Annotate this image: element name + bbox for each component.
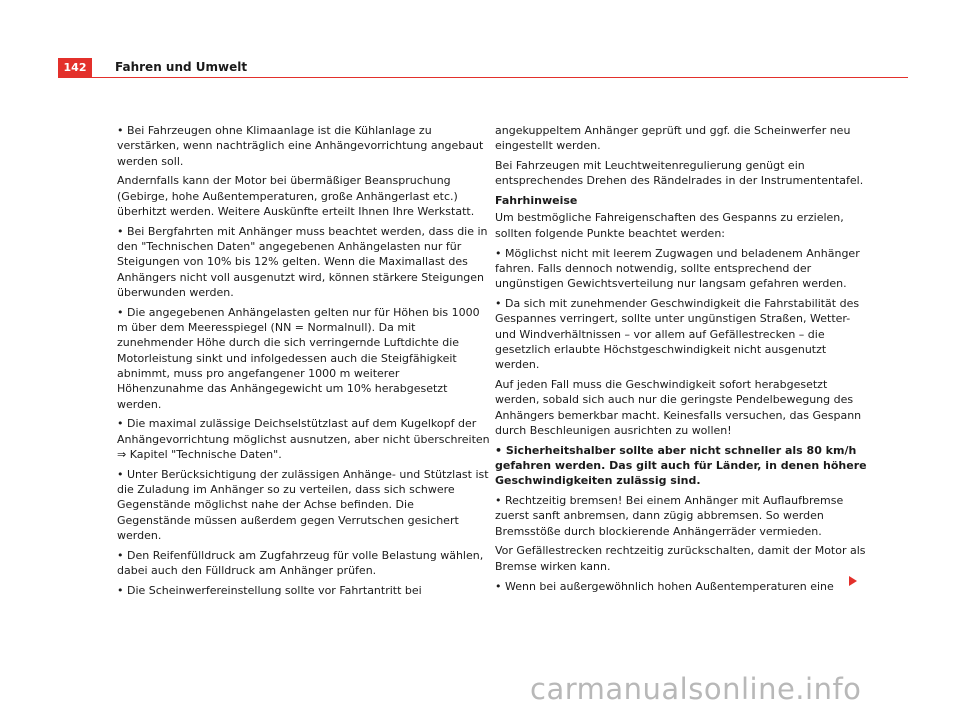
text-line: Steigungen von 10% bis 12% gelten. Wenn die Maximallast des <box>117 255 468 269</box>
text-line: überhitzt werden. Weitere Auskünfte erteilt Ihnen Ihre Werkstatt. <box>117 204 475 218</box>
text-line: Bei Fahrzeugen mit Leuchtweitenregulierung genügt ein <box>495 159 805 173</box>
paragraph <box>495 579 845 594</box>
text-line: Höhenzunahme das Anhängegewicht um 10% herabgesetzt <box>117 382 448 396</box>
text-line: werden. <box>117 397 162 411</box>
paragraph <box>117 416 490 462</box>
section-heading: Fahrhinweise <box>495 194 578 208</box>
paragraph <box>117 123 484 169</box>
paragraph <box>117 548 484 579</box>
text-line: • Die angegebenen Anhängelasten gelten nur für Höhen bis 1000 <box>117 305 480 319</box>
text-line: angekuppeltem Anhänger geprüft und ggf. die Scheinwerfer neu <box>495 124 851 137</box>
text-line: Andernfalls kann der Motor bei übermäßiger Beanspruchung <box>117 174 451 188</box>
text-line: zuerst sanft anbremsen, dann zügig abbremsen. So werden <box>495 509 824 523</box>
text-line: • Die Scheinwerfereinstellung sollte vor Fahrtantritt bei <box>117 583 422 597</box>
text-line: • Unter Berücksichtigung der zulässigen Anhänge- und Stützlast ist <box>117 467 489 481</box>
text-line: • Möglichst nicht mit leerem Zugwagen und beladenem Anhänger <box>495 246 860 260</box>
text-line: und Windverhältnissen – vor allem auf Gefällestrecken – die <box>495 327 825 341</box>
text-line: den "Technischen Daten" angegebenen Anhängelasten nur für <box>117 240 462 254</box>
paragraph <box>495 246 860 292</box>
text-line: werden. <box>495 358 540 372</box>
text-line: Auf jeden Fall muss die Geschwindigkeit sofort herabgesetzt <box>495 377 828 391</box>
text-line: (Gebirge, hohe Außentemperaturen, große Anhängerlast etc.) <box>117 189 458 203</box>
text-line: Bremse wirken kann. <box>495 559 611 573</box>
paragraph <box>495 210 845 241</box>
paragraph <box>495 377 862 438</box>
text-line: • Wenn bei außergewöhnlich hohen Außentemperaturen eine <box>495 579 834 593</box>
text-line: zunehmender Höhe durch die sich verringernde Luftdichte die <box>117 336 460 350</box>
text-line: verstärken, wenn nachträglich eine Anhängevorrichtung angebaut <box>117 139 484 153</box>
text-line: • Bei Bergfahrten mit Anhänger muss beachtet werden, dass die in <box>117 224 488 238</box>
text-line: werden. <box>117 528 162 542</box>
text-line: entsprechendes Drehen des Rändelrades in der Instrumententafel. <box>495 174 864 188</box>
text-line: Gegenstände möglichst nahe der Achse befinden. Die <box>117 498 414 512</box>
paragraph <box>495 158 864 189</box>
continue-arrow-icon <box>849 576 857 586</box>
text-line: sollten folgende Punkte beachtet werden: <box>495 226 726 240</box>
text-line: Gespannes verringert, sollte unter ungünstigen Straßen, Wetter- <box>495 312 851 326</box>
chapter-title: Fahren und Umwelt <box>115 60 248 74</box>
right-column <box>495 123 867 598</box>
text-line: überwunden werden. <box>117 285 234 299</box>
text-line: gesetzlich erlaubte Höchstgeschwindigkeit nicht ausgenutzt <box>495 342 827 356</box>
paragraph <box>117 173 475 219</box>
text-line: • Rechtzeitig bremsen! Bei einem Anhänger mit Auflaufbremse <box>495 494 844 508</box>
text-line: • Da sich mit zunehmender Geschwindigkeit die Fahrstabilität des <box>495 296 860 310</box>
left-column <box>117 123 490 603</box>
text-line: ungünstigen Gewichtsverteilung nur langsam gefahren werden. <box>495 277 847 291</box>
text-line: werden, sobald sich auch nur die geringste Pendelbewegung des <box>495 393 854 407</box>
paragraph <box>495 123 851 154</box>
header-rule <box>58 77 908 78</box>
text-line: • Bei Fahrzeugen ohne Klimaanlage ist die Kühlanlage zu <box>117 124 432 137</box>
text-line: • Sicherheitshalber sollte aber nicht schneller als 80 km/h <box>495 443 857 457</box>
page-number: 142 <box>58 58 92 77</box>
text-line: die Zuladung im Anhänger so zu verteilen, dass sich schwere <box>117 483 455 497</box>
paragraph <box>495 543 866 574</box>
watermark: carmanualsonline.info <box>530 672 862 706</box>
text-line: gefahren werden. Das gilt auch für Länder, in denen höhere <box>495 458 867 472</box>
text-line: • Die maximal zulässige Deichselstützlast auf dem Kugelkopf der <box>117 417 477 431</box>
paragraph <box>117 467 489 543</box>
text-line: Vor Gefällestrecken rechtzeitig zurückschalten, damit der Motor als <box>495 544 866 558</box>
paragraph <box>117 224 488 300</box>
paragraph <box>495 296 860 372</box>
text-line: dabei auch den Fülldruck am Anhänger prüfen. <box>117 564 377 578</box>
text-line: ⇒ Kapitel "Technische Daten". <box>117 447 282 461</box>
text-line: Gegenstände müssen außerdem gegen Verrutschen gesichert <box>117 513 459 527</box>
text-line: durch Beschleunigen ausrichten zu wollen! <box>495 423 732 437</box>
text-line: abnimmt, muss pro angefangener 1000 m weiterer <box>117 366 400 380</box>
text-line: Geschwindigkeiten zulässig sind. <box>495 474 701 488</box>
text-line: • Den Reifenfülldruck am Zugfahrzeug für volle Belastung wählen, <box>117 548 484 562</box>
text-line: Motorleistung sinkt und infolgedessen auch die Steigfähigkeit <box>117 351 457 365</box>
text-line: m über dem Meeresspiegel (NN = Normalnull). Da mit <box>117 321 416 335</box>
paragraph <box>117 583 467 598</box>
warning-paragraph <box>495 443 867 489</box>
text-line: Anhängers bemerkbar macht. Keinesfalls versuchen, das Gespann <box>495 408 862 422</box>
paragraph <box>117 305 480 412</box>
text-line: Um bestmögliche Fahreigenschaften des Gespanns zu erzielen, <box>495 211 844 225</box>
text-line: werden soll. <box>117 154 184 168</box>
text-line: eingestellt werden. <box>495 139 601 153</box>
text-line: fahren. Falls dennoch notwendig, sollte entsprechend der <box>495 261 812 275</box>
text-line: Anhängevorrichtung möglichst ausnutzen, aber nicht überschreiten <box>117 432 490 446</box>
text-line: Bremsstöße durch blockierende Anhängerräder vermieden. <box>495 524 822 538</box>
text-line: Anhängers nicht voll ausgenutzt wird, können stärkere Steigungen <box>117 270 485 284</box>
paragraph <box>495 493 845 539</box>
